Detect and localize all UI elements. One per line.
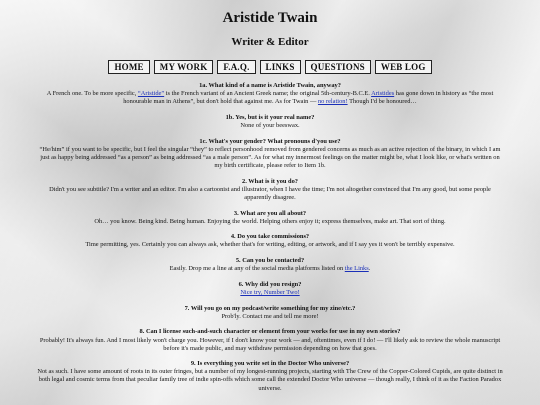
faq-answer-text: Easily. Drop me a line at any of the social media platforms listed on <box>169 265 345 273</box>
faq-answer-text: A French one. To be more specific, <box>46 90 138 98</box>
faq-item <box>36 305 504 321</box>
faq-answer-text: Oh… you know. Being kind. Being human. Enjoying the world. Helping others enjoy it; express themselves, make art. That sort of thing. <box>94 217 446 225</box>
site-subtitle: Writer & Editor <box>231 36 309 48</box>
faq-answer-text: Didn't you see subtitle? I'm a writer and an editor. I'm also a cartoonist and illustrator, when I have the time; I'm not altogether convinced that I'm any good, but some people apparently disagree. <box>49 185 491 201</box>
faq-item <box>36 138 504 170</box>
faq-answer-link[interactable]: Nice try, Number Two! <box>240 288 300 296</box>
faq-item <box>36 281 504 297</box>
faq-item <box>36 82 504 106</box>
faq-question: 6. Why did you resign? <box>238 280 302 288</box>
faq-item <box>36 210 504 226</box>
faq-answer-link[interactable]: the Links <box>344 265 369 273</box>
faq-question: 4. Do you take commissions? <box>230 233 310 241</box>
faq-answer <box>36 289 504 297</box>
faq-item <box>36 178 504 202</box>
faq-answer <box>36 265 504 273</box>
faq-question: 8. Can I license such-and-such character or element from your works for use in my own stories? <box>139 328 401 336</box>
faq-question: 2. What is it you do? <box>242 177 298 185</box>
faq-question: 5. Can you be contacted? <box>235 257 305 265</box>
faq-answer <box>36 122 504 130</box>
nav-questions[interactable]: QUESTIONS <box>305 60 371 74</box>
faq-answer-link[interactable]: “Aristide” <box>137 90 165 98</box>
main-nav <box>36 60 504 74</box>
faq-question: 1c. What's your gender? What pronouns d'you use? <box>199 137 341 145</box>
faq-list <box>36 82 504 393</box>
faq-answer-text: “He/him” if you want to be specific, but I feel the singular “they” to reflect personhood removed from gendered concerns as much as an active rejection of the binary, in which I am just as happy being addressed “as a person” as being addressed “as a male person”. As for what my innermost feelings on the matter might be, what I look like, or what's written on my birth certificate, please refer to Item 1b. <box>39 145 501 169</box>
faq-answer-text: Though I'd be honoured… <box>347 98 417 106</box>
faq-answer-text: Time permitting, yes. Certainly you can always ask, whether that's for writing, editing, or artwork, and if I say yes it won't be terribly expensive. <box>85 241 455 249</box>
faq-item <box>36 233 504 249</box>
faq-answer-text: is the French variant of an Ancient Greek name; the original 5th-century-B.C.E. <box>164 90 372 98</box>
faq-answer-text: Prob'ly. Contact me and tell me more! <box>221 312 319 320</box>
faq-answer-text: None of your beeswax. <box>240 121 300 129</box>
faq-question: 3. What are you all about? <box>233 209 307 217</box>
faq-answer-link[interactable]: Aristides <box>371 90 395 98</box>
faq-answer <box>36 368 504 392</box>
faq-answer <box>36 313 504 321</box>
faq-answer <box>36 337 504 353</box>
faq-answer-text: Probably! It's always fun. And I most likely won't charge you. However, if I don't know your work — and, oftentimes, even if I do! — I'll likely ask to review the whole manuscript before it's made public, and may withdraw permission depending on how that goes. <box>39 336 501 352</box>
faq-item <box>36 114 504 130</box>
faq-answer-text: Not as such. I have some amount of roots in its outer fringes, but a number of my longest-running projects, starting with The Crew of the Copper-Colored Cupids, are quite distinct in both legal and cosmic terms from that peculiar family tree of indie spin-offs which some call the extended Doctor Who universe — though really, I think of it as the Faction Paradox universe. <box>37 368 503 392</box>
faq-item <box>36 257 504 273</box>
faq-item <box>36 360 504 392</box>
faq-answer <box>36 146 504 170</box>
faq-answer <box>36 218 504 226</box>
faq-answer-text: has gone down in history as “the most honourable man in Athens”, but don't hold that against me. As for Twain — <box>123 90 494 106</box>
faq-answer-text: . <box>368 265 371 273</box>
site-title: Aristide Twain <box>222 10 318 26</box>
faq-answer-link[interactable]: no relation! <box>317 98 348 106</box>
nav-home[interactable]: HOME <box>108 60 149 74</box>
faq-answer <box>36 90 504 106</box>
faq-question: 1a. What kind of a name is Aristide Twain, anyway? <box>199 82 341 89</box>
faq-answer <box>36 241 504 249</box>
nav-links[interactable]: LINKS <box>260 60 301 74</box>
faq-question: 7. Will you go on my podcast/write something for my zine/etc.? <box>184 304 356 312</box>
faq-answer <box>36 186 504 202</box>
nav-faq[interactable]: F.A.Q. <box>217 60 255 74</box>
nav-my-work[interactable]: MY WORK <box>154 60 214 74</box>
faq-question: 9. Is everything you write set in the Doctor Who universe? <box>190 360 350 368</box>
nav-web-log[interactable]: WEB LOG <box>375 60 432 74</box>
faq-question: 1b. Yes, but is it your real name? <box>225 113 315 121</box>
faq-item <box>36 328 504 352</box>
